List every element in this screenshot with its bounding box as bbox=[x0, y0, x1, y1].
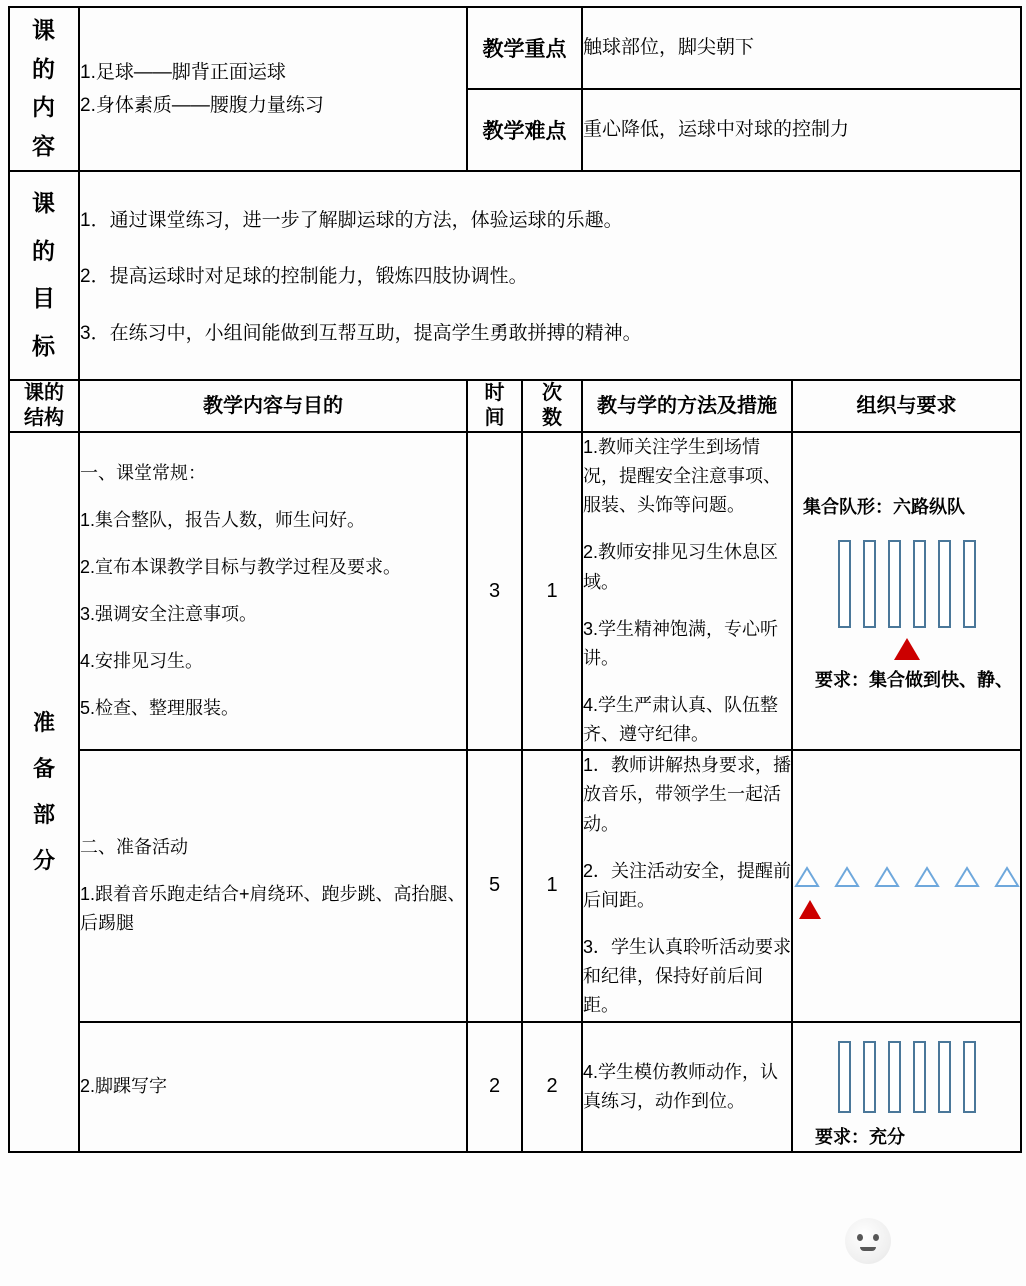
content-line: 1.集合整队，报告人数，师生问好。 bbox=[80, 509, 366, 530]
course-goal-item: 1．通过课堂练习，进一步了解脚运球的方法，体验运球的乐趣。 bbox=[80, 209, 623, 231]
section-label-preparation bbox=[9, 432, 79, 1152]
student-triangle-icon bbox=[834, 866, 860, 888]
course-goals-row bbox=[9, 171, 1021, 380]
formation-column-diagram bbox=[793, 540, 1020, 628]
teacher-marker-wrap bbox=[793, 638, 1020, 660]
row-methods bbox=[582, 1022, 792, 1153]
method-line: 1.教师关注学生到场情况，提醒安全注意事项、服装、头饰等问题。 bbox=[583, 436, 781, 516]
content-line: 1.跟着音乐跑走结合+肩绕环、跑步跳、高抬腿、后踢腿 bbox=[80, 884, 466, 934]
content-line: 4.安排见习生。 bbox=[80, 651, 204, 672]
key-point-value: 触球部位，脚尖朝下 bbox=[582, 7, 1021, 89]
header-count bbox=[522, 380, 582, 432]
header-time-char: 间 bbox=[484, 406, 505, 429]
student-column-icon bbox=[913, 1041, 926, 1113]
student-column-icon bbox=[863, 1041, 876, 1113]
table-header-row bbox=[9, 380, 1021, 432]
header-methods: 教与学的方法及措施 bbox=[582, 380, 792, 432]
triangle-formation-diagram bbox=[793, 866, 1020, 888]
header-structure bbox=[9, 380, 79, 432]
row-time: 3 bbox=[467, 432, 522, 750]
course-goal-item: 3．在练习中，小组间能做到互帮互助，提高学生勇敢拼搏的精神。 bbox=[80, 322, 642, 344]
student-column-icon bbox=[963, 540, 976, 628]
content-line: 3.强调安全注意事项。 bbox=[80, 604, 258, 625]
section-label-char: 分 bbox=[32, 848, 55, 874]
content-line: 5.检查、整理服装。 bbox=[80, 698, 240, 719]
student-triangle-icon bbox=[874, 866, 900, 888]
formation-note: 要求：充分 bbox=[815, 1126, 905, 1147]
label-char: 的 bbox=[32, 237, 56, 264]
difficult-point-value: 重心降低，运球中对球的控制力 bbox=[582, 89, 1021, 171]
header-structure-line: 结构 bbox=[24, 406, 64, 429]
course-content-item: 2.身体素质——腰腹力量练习 bbox=[80, 94, 324, 116]
student-column-icon bbox=[938, 1041, 951, 1113]
row-organization bbox=[792, 750, 1021, 1021]
course-content-items bbox=[79, 7, 467, 171]
watermark-detail bbox=[857, 1234, 863, 1241]
row-content bbox=[79, 750, 467, 1021]
student-column-icon bbox=[863, 540, 876, 628]
header-content: 教学内容与目的 bbox=[79, 380, 467, 432]
header-organization: 组织与要求 bbox=[792, 380, 1021, 432]
student-column-icon bbox=[888, 1041, 901, 1113]
course-goals-list bbox=[79, 171, 1021, 380]
student-column-icon bbox=[888, 540, 901, 628]
watermark-overlay bbox=[845, 1218, 891, 1264]
label-char: 容 bbox=[32, 133, 56, 160]
row-time: 2 bbox=[467, 1022, 522, 1153]
teacher-marker-wrap bbox=[799, 900, 1020, 919]
content-line: 一、课堂常规： bbox=[80, 462, 206, 483]
table-row bbox=[9, 1022, 1021, 1153]
formation-note: 要求：集合做到快、静、 bbox=[815, 670, 1013, 691]
row-content bbox=[79, 432, 467, 750]
method-line: 2.教师安排见习生休息区域。 bbox=[583, 542, 779, 592]
row-methods bbox=[582, 750, 792, 1021]
label-char: 的 bbox=[32, 55, 56, 82]
row-organization bbox=[792, 432, 1021, 750]
key-point-label: 教学重点 bbox=[467, 7, 582, 89]
student-triangle-icon bbox=[914, 866, 940, 888]
table-row bbox=[9, 750, 1021, 1021]
header-count-char: 次 bbox=[542, 381, 562, 404]
label-char: 课 bbox=[32, 17, 56, 43]
method-line: 4.学生模仿教师动作，认真练习，动作到位。 bbox=[583, 1061, 779, 1111]
course-content-row bbox=[9, 7, 1021, 89]
content-line: 2.脚踝写字 bbox=[80, 1076, 168, 1097]
student-column-icon bbox=[938, 540, 951, 628]
method-line: 2．关注活动安全，提醒前后间距。 bbox=[583, 860, 792, 910]
label-char: 标 bbox=[32, 333, 56, 360]
section-label-char: 部 bbox=[32, 802, 55, 828]
label-char: 目 bbox=[32, 285, 56, 312]
student-triangle-icon bbox=[794, 866, 820, 888]
row-organization bbox=[792, 1022, 1021, 1153]
student-triangle-icon bbox=[994, 866, 1020, 888]
formation-column-diagram bbox=[793, 1041, 1020, 1113]
teacher-triangle-icon bbox=[799, 900, 821, 919]
header-time bbox=[467, 380, 522, 432]
content-line: 2.宣布本课教学目标与教学过程及要求。 bbox=[80, 556, 402, 577]
content-line: 二、准备活动 bbox=[80, 837, 188, 858]
method-line: 4.学生严肃认真、队伍整齐、遵守纪律。 bbox=[583, 694, 779, 745]
row-count: 1 bbox=[522, 750, 582, 1021]
course-goal-item: 2．提高运球时对足球的控制能力，锻炼四肢协调性。 bbox=[80, 266, 528, 288]
method-line: 1．教师讲解热身要求，播放音乐，带领学生一起活动。 bbox=[583, 755, 792, 834]
student-column-icon bbox=[838, 540, 851, 628]
table-row bbox=[9, 432, 1021, 750]
student-triangle-icon bbox=[954, 866, 980, 888]
student-column-icon bbox=[913, 540, 926, 628]
row-count: 2 bbox=[522, 1022, 582, 1153]
lesson-plan-table bbox=[8, 6, 1022, 1153]
header-structure-line: 课的 bbox=[24, 381, 64, 404]
course-content-item: 1.足球——脚背正面运球 bbox=[80, 61, 286, 83]
student-column-icon bbox=[963, 1041, 976, 1113]
row-count: 1 bbox=[522, 432, 582, 750]
student-column-icon bbox=[838, 1041, 851, 1113]
watermark-detail bbox=[860, 1247, 876, 1251]
section-label-char: 备 bbox=[32, 755, 55, 781]
method-line: 3．学生认真聆听活动要求和纪律，保持好前后间距。 bbox=[583, 937, 792, 1016]
teacher-triangle-icon bbox=[894, 638, 920, 660]
course-goals-label bbox=[9, 171, 79, 380]
section-label-char: 准 bbox=[32, 709, 55, 735]
difficult-point-label: 教学难点 bbox=[467, 89, 582, 171]
header-count-char: 数 bbox=[542, 406, 562, 429]
label-char: 内 bbox=[32, 94, 56, 121]
header-time-char: 时 bbox=[484, 381, 505, 404]
row-content bbox=[79, 1022, 467, 1153]
row-methods bbox=[582, 432, 792, 750]
label-char: 课 bbox=[32, 189, 56, 216]
course-content-label bbox=[9, 7, 79, 171]
watermark-detail bbox=[873, 1234, 879, 1241]
method-line: 3.学生精神饱满，专心听讲。 bbox=[583, 618, 779, 668]
formation-title: 集合队形：六路纵队 bbox=[803, 497, 965, 518]
row-time: 5 bbox=[467, 750, 522, 1021]
